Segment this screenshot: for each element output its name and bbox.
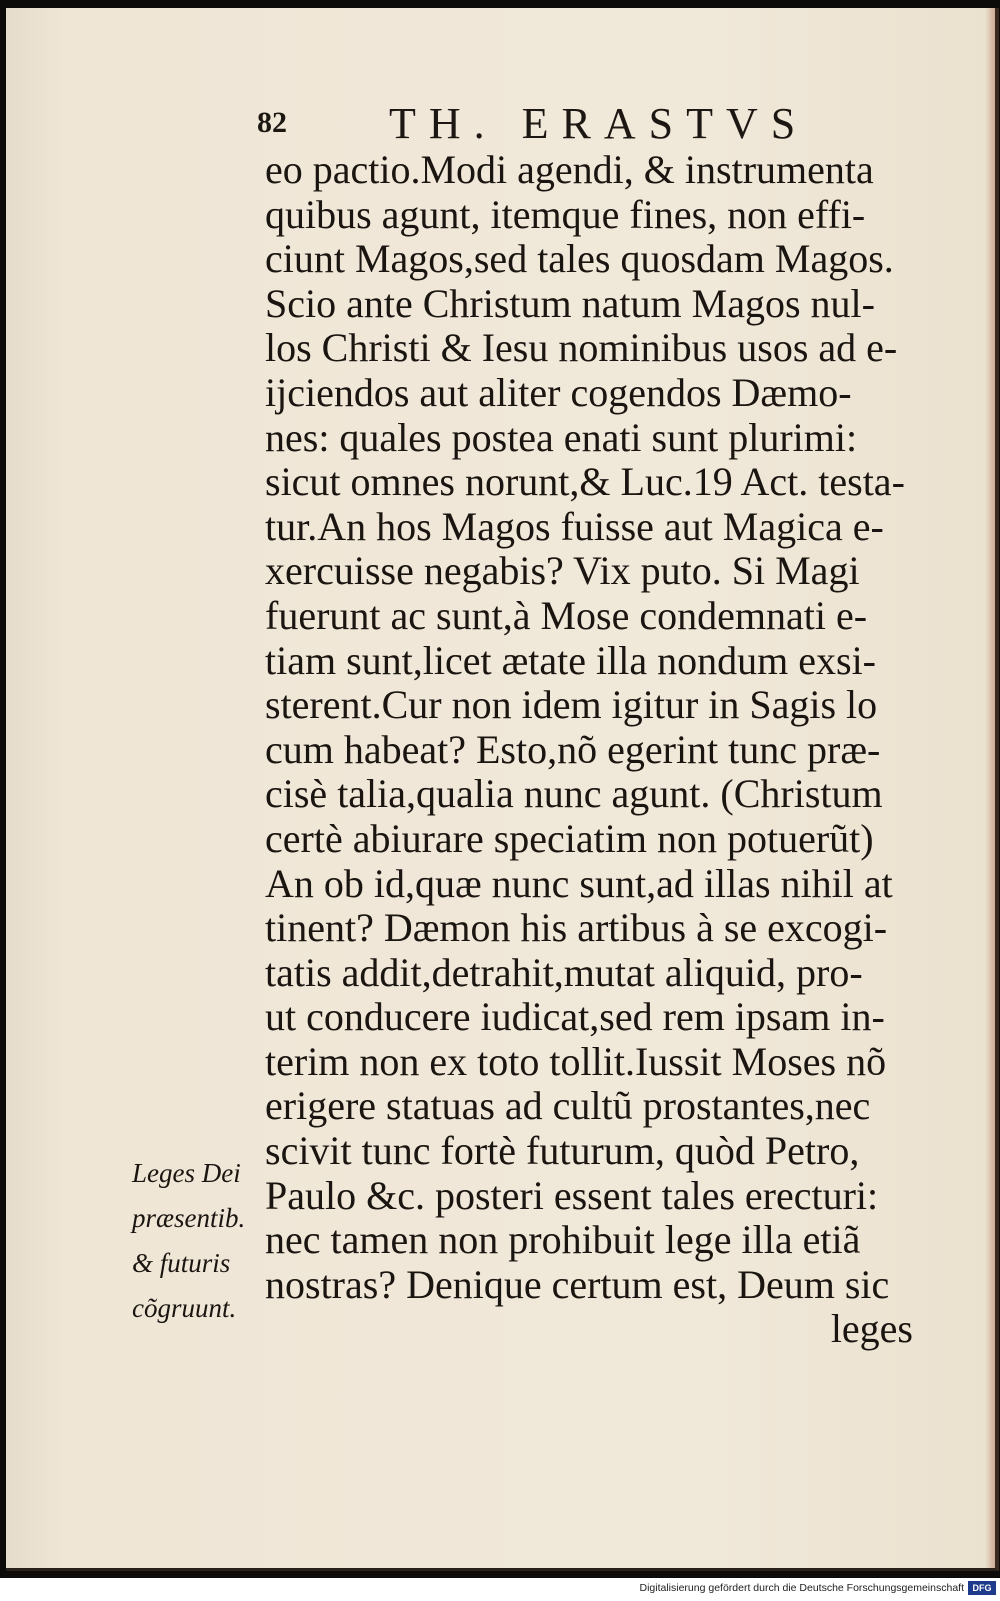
text-line: sterent.Cur non idem igitur in Sagis lo <box>265 682 878 728</box>
text-line: cum habeat? Esto,nõ egerint tunc præ- <box>265 726 881 772</box>
text-line: cisè talia,qualia nunc agunt. (Christum <box>265 771 883 817</box>
text-line: nec tamen non prohibuit lege illa etiã <box>265 1217 861 1263</box>
text-line: quibus agunt, itemque fines, non effi- <box>265 191 866 237</box>
text-line: ciunt Magos,sed tales quosdam Magos. <box>265 236 894 282</box>
text-line: scivit tunc fortè futurum, quòd Petro, <box>265 1128 860 1174</box>
text-line: certè abiurare speciatim non potuerũt) <box>265 815 874 861</box>
text-line: tinent? Dæmon his artibus à se excogi- <box>265 905 888 951</box>
page-number: 82 <box>257 106 287 139</box>
text-line: tiam sunt,licet ætate illa nondum exsi- <box>265 637 876 683</box>
text-line: sicut omnes norunt,& Luc.19 Act. testa- <box>265 459 905 505</box>
page-edge <box>985 8 995 1568</box>
text-line: nostras? Denique certum est, Deum sic <box>265 1261 890 1307</box>
running-head <box>255 98 815 148</box>
text-line: xercuisse negabis? Vix puto. Si Magi <box>265 548 860 594</box>
text-line: nes: quales postea enati sunt plurimi: <box>265 414 858 460</box>
marginal-note <box>132 1151 262 1331</box>
text-line: tatis addit,detrahit,mutat aliquid, pro- <box>265 949 863 995</box>
running-title: TH. ERASTVS <box>389 99 809 148</box>
marginal-note-line: præsentib. <box>132 1203 246 1233</box>
text-line: tur.An hos Magos fuisse aut Magica e- <box>265 503 884 549</box>
text-line: eo pactio.Modi agendi, & instrumenta <box>265 147 874 192</box>
text-line: erigere statuas ad cultũ prostantes,nec <box>265 1083 871 1129</box>
marginal-note-line: Leges Dei <box>132 1158 241 1188</box>
text-line: Paulo &c. posteri essent tales erecturi: <box>265 1172 879 1218</box>
marginal-note-line: cõgruunt. <box>132 1293 237 1323</box>
text-line: An ob id,quæ nunc sunt,ad illas nihil at <box>265 860 893 906</box>
body-text <box>265 148 935 1352</box>
text-line: Scio ante Christum natum Magos nul- <box>265 280 875 326</box>
catchword: leges <box>830 1306 913 1352</box>
text-line: ut conducere iudicat,sed rem ipsam in- <box>265 994 885 1040</box>
text-line: ijciendos aut aliter cogendos Dæmo- <box>265 369 852 415</box>
text-line: terim non ex toto tollit.Iussit Moses nõ <box>265 1038 887 1084</box>
text-line: fuerunt ac sunt,à Mose condemnati e- <box>265 592 868 638</box>
dfg-logo: DFG <box>968 1581 996 1595</box>
credit-text: Digitalisierung gefördert durch die Deutsche Forschungsgemeinschaft <box>639 1582 964 1594</box>
marginal-note-line: & futuris <box>132 1248 231 1278</box>
digitization-credit <box>639 1579 996 1597</box>
text-line: los Christi & Iesu nominibus usos ad e- <box>265 325 898 371</box>
